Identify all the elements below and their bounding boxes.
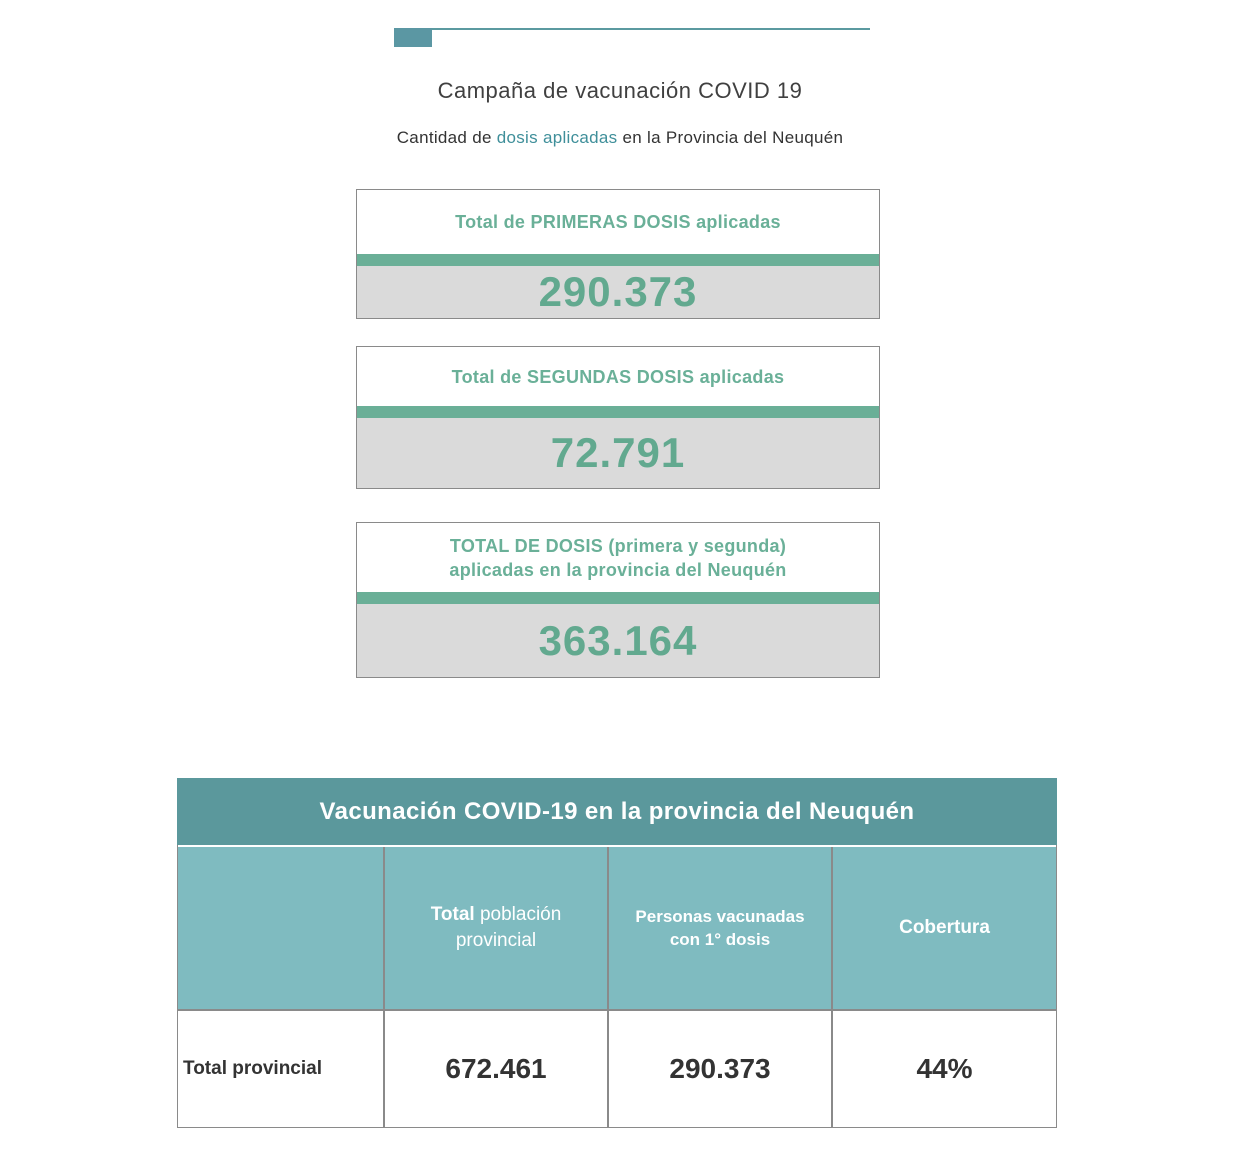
page-title: Campaña de vacunación COVID 19	[437, 78, 803, 103]
coverage-table	[177, 778, 1057, 1128]
card-total-doses-value: 363.164	[357, 604, 879, 677]
table-border	[177, 845, 178, 1128]
card-total-doses	[356, 522, 880, 678]
card-total-doses-bar	[357, 592, 879, 604]
table-divider	[383, 847, 385, 1128]
table-cell-vacunadas: 290.373	[609, 1011, 831, 1128]
card-second-doses	[356, 346, 880, 489]
card-first-doses-value: 290.373	[357, 266, 879, 318]
card-first-doses-bar	[357, 254, 879, 266]
table-header-poblacion	[385, 847, 607, 1009]
subtitle-prefix: Cantidad de	[396, 128, 497, 147]
card-first-doses	[356, 189, 880, 319]
header-poblacion-bold: Total	[430, 904, 475, 925]
table-header-cobertura	[833, 847, 1056, 1009]
card-total-doses-label-line2: aplicadas en la provincia del Neuquén	[449, 559, 787, 580]
table-border	[1056, 845, 1057, 1128]
card-total-doses-label	[357, 523, 879, 592]
table-header-empty	[178, 847, 383, 1009]
card-second-doses-bar	[357, 406, 879, 418]
subtitle-suffix: en la Provincia del Neuquén	[617, 128, 844, 147]
table-cell-poblacion: 672.461	[385, 1011, 607, 1128]
table-divider	[177, 1009, 1057, 1011]
table-header-vacunadas	[609, 847, 831, 1009]
table-divider	[607, 847, 609, 1128]
card-first-doses-label: Total de PRIMERAS DOSIS aplicadas	[455, 212, 781, 232]
table-cell-cobertura: 44%	[833, 1011, 1056, 1128]
card-second-doses-value: 72.791	[357, 418, 879, 488]
table-title: Vacunación COVID-19 en la provincia del Neuquén	[177, 778, 1057, 845]
header-cobertura-text: Cobertura	[899, 917, 990, 938]
table-divider	[831, 847, 833, 1128]
header-vacunadas-text: Personas vacunadas con 1° dosis	[635, 907, 805, 949]
card-total-doses-label-line1: TOTAL DE DOSIS (primera y segunda)	[449, 535, 787, 556]
subtitle-highlight: dosis aplicadas	[496, 128, 618, 147]
header-poblacion-rest: población provincial	[455, 904, 562, 951]
decorative-top-block	[394, 28, 432, 47]
decorative-top-line	[394, 28, 870, 30]
card-second-doses-label: Total de SEGUNDAS DOSIS aplicadas	[451, 366, 785, 387]
table-row-label: Total provincial	[178, 1011, 383, 1128]
page-subtitle	[0, 128, 1240, 148]
